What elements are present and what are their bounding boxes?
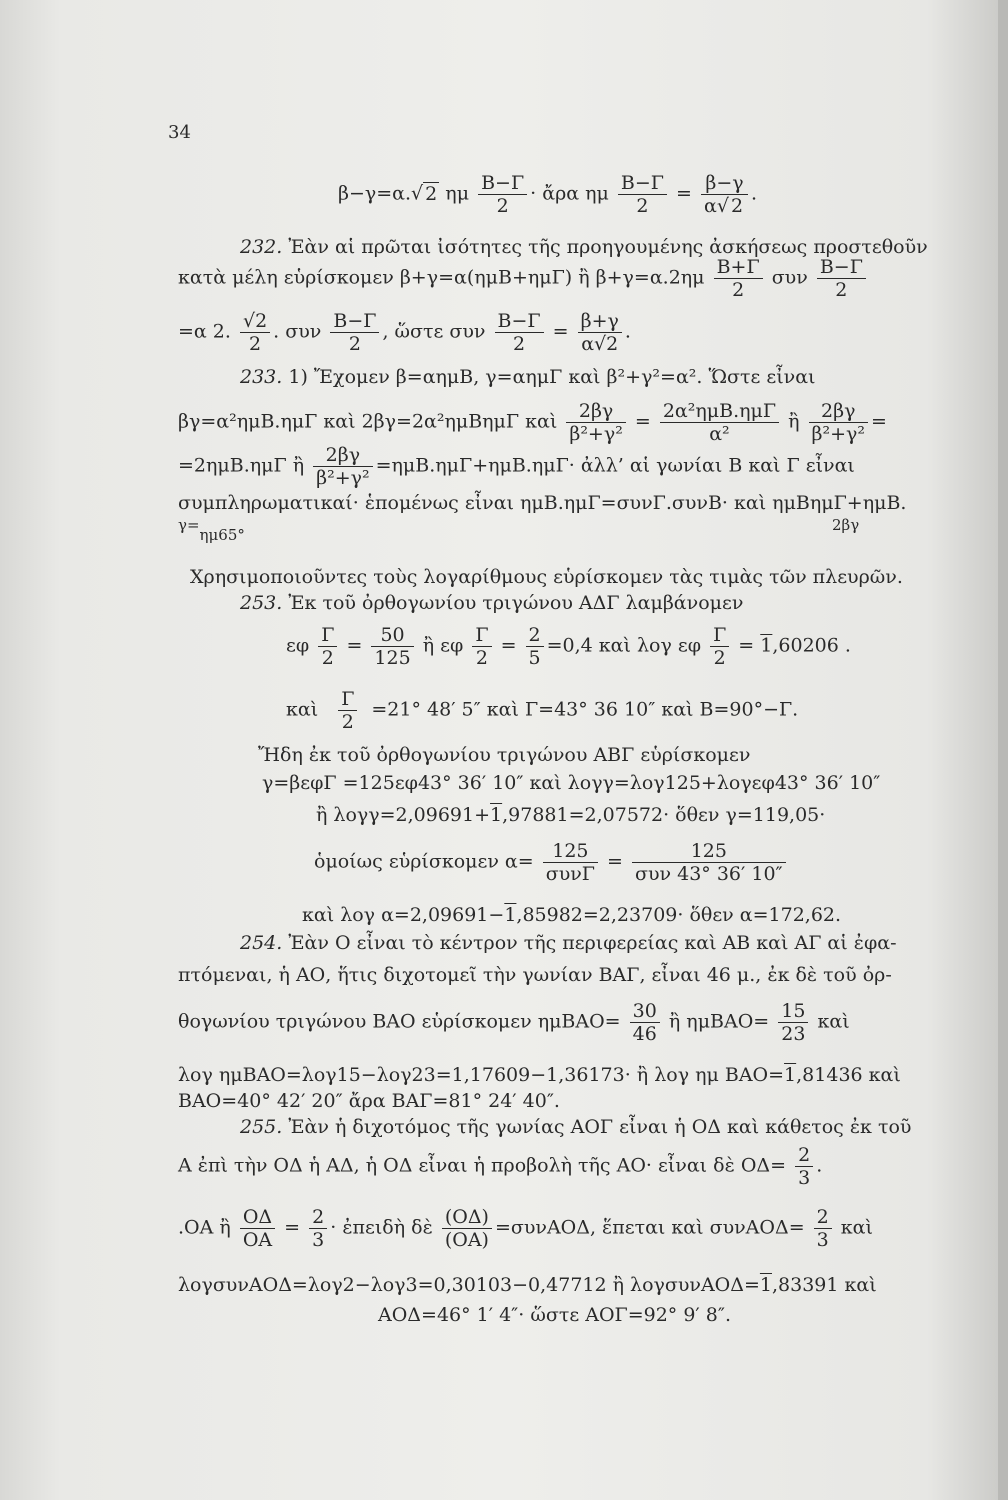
- equation-line: ἢ λογγ=2,09691+1,97881=2,07572· ὅθεν γ=119,05·: [316, 804, 826, 826]
- text: · ἄρα ημ: [530, 182, 609, 205]
- paragraph-232: [240, 236, 928, 258]
- equation-line: λογ ημΒΑΟ=λογ15−λογ23=1,17609−1,36173· ἢ λογ ημ ΒΑΟ=1,81436 καὶ: [178, 1064, 901, 1086]
- fraction: $\frac{15}{23}$: [778, 1000, 808, 1045]
- text: =2ημΒ.ημΓ ἢ: [178, 454, 311, 477]
- fraction: $\frac{2}{5}$: [526, 624, 544, 669]
- text: βγ=α²ημΒ.ημΓ καὶ 2βγ=2α²ημΒημΓ καὶ: [178, 410, 558, 433]
- fraction: $\frac{50}{125}$: [371, 624, 413, 669]
- text-line: γ=βεφΓ =125εφ43° 36′ 10″ καὶ λογγ=λογ125+λογεφ43° 36′ 10″: [262, 772, 881, 794]
- equation-line: Α ἐπὶ τὴν ΟΔ ἡ ΑΔ, ἡ ΟΔ εἶναι ἡ προβολὴ τῆς ΑΟ· εἶναι δὲ ΟΔ= $\frac{2}{3}$ .: [178, 1144, 823, 1189]
- equation-line: θογωνίου τριγώνου ΒΑΟ εὑρίσκομεν ημΒΑΟ= $\frac{30}{46}$ ἢ ημΒΑΟ= $\frac{15}{23}$ καὶ: [178, 1000, 850, 1045]
- text: 1) Ἔχομεν β=αημΒ, γ=αημΓ καὶ β²+γ²=α². Ὥστε εἶναι: [282, 366, 816, 388]
- fraction: $\frac{2\beta\gamma}{\text{β²+γ²}}$: [313, 444, 373, 489]
- text-line: Χρησιμοποιοῦντες τοὺς λογαρίθμους εὑρίσκομεν τὰς τιμὰς τῶν πλευρῶν.: [190, 566, 903, 588]
- fraction: $\frac{\beta-\gamma}{\alpha√ 2}$: [701, 172, 748, 217]
- text: Ἐκ τοῦ ὀρθογωνίου τριγώνου ΑΔΓ λαμβάνομεν: [282, 592, 744, 614]
- fraction: $\frac{\Gamma}{2}$: [710, 624, 729, 669]
- fraction: 125 συν 43° 36′ 10″: [632, 840, 786, 885]
- fraction: $\frac{2}{3}$: [795, 1144, 813, 1189]
- fraction: $\frac{B+\Gamma}{2}$: [714, 256, 763, 301]
- text: ἢ: [782, 410, 806, 433]
- equation-line: εφ $\frac{\Gamma}{2}$ = $\frac{50}{125}$ ἢ εφ $\frac{\Gamma}{2}$ = $\frac{2}{5}$ =0,4 καὶ λογ εφ $\frac{\Gamma}{2}$ = 1,60206 .: [286, 624, 851, 669]
- fraction: $\frac{2}{3}$: [309, 1206, 327, 1251]
- exercise-number: 254.: [240, 932, 283, 954]
- text: ημ: [439, 182, 470, 205]
- fraction: $\frac{B-\Gamma}{2}$: [817, 256, 866, 301]
- paragraph-253: [240, 592, 743, 614]
- page-number: 34: [168, 122, 191, 143]
- partial-line: γ=ημ65° 2βγ: [178, 516, 860, 544]
- fraction: $\frac{B-\Gamma}{2}$: [618, 172, 667, 217]
- text: συν: [765, 266, 814, 289]
- fraction: $\frac{2\beta\gamma}{\text{β²+γ²}}$: [809, 400, 869, 445]
- fraction: $\frac{B-\Gamma}{2}$: [330, 310, 379, 355]
- fraction: $\frac{√2}{2}$: [240, 310, 270, 355]
- fraction: 2α²ημΒ.ημΓ α²: [660, 400, 779, 445]
- fraction: $\frac{\Gamma}{2}$: [472, 624, 491, 669]
- exercise-number: 232.: [240, 236, 283, 258]
- text: κατὰ μέλη εὑρίσκομεν β+γ=α(ημΒ+ημΓ) ἢ β+γ=α.2ημ: [178, 266, 705, 289]
- text: =: [676, 182, 692, 205]
- fraction: $\frac{O\Delta}{OA}$: [240, 1206, 275, 1251]
- text-line: πτόμεναι, ἡ ΑΟ, ἥτις διχοτομεῖ τὴν γωνίαν ΒΑΓ, εἶναι 46 μ., ἐκ δὲ τοῦ ὀρ-: [178, 964, 892, 986]
- text: =α 2.: [178, 320, 231, 343]
- equation-line: [178, 256, 869, 301]
- text: β−γ=α.√: [338, 182, 424, 205]
- paragraph-255: [240, 1116, 911, 1138]
- fraction: $\frac{30}{46}$: [630, 1000, 660, 1045]
- fraction: $\frac{2\beta\gamma}{\text{β²+γ²}}$: [566, 400, 626, 445]
- text: =ημΒ.ημΓ+ημΒ.ημΓ· ἀλλ’ αἱ γωνίαι Β καὶ Γ εἶναι: [375, 454, 855, 477]
- exercise-number: 233.: [240, 366, 283, 388]
- text-line: συμπληρωματικαί· ἑπομένως εἶναι ημΒ.ημΓ=συνΓ.συνΒ· καὶ ημΒημΓ+ημΒ.: [178, 492, 907, 514]
- fraction: 125 συνΓ: [543, 840, 598, 885]
- text-line: Ἤδη ἐκ τοῦ ὀρθογωνίου τριγώνου ΑΒΓ εὑρίσκομεν: [258, 744, 751, 766]
- equation-line: καὶ λογ α=2,09691−1,85982=2,23709· ὅθεν α=172,62.: [302, 904, 842, 926]
- page-edge-shadow: [998, 0, 1008, 1500]
- fraction: $\frac{2}{3}$: [814, 1206, 832, 1251]
- equation-line: καὶ $\frac{\Gamma}{2}$ =21° 48′ 5″ καὶ Γ=43° 36 10″ καὶ Β=90°−Γ.: [286, 688, 799, 733]
- exercise-number: 255.: [240, 1116, 283, 1138]
- text: Ἐὰν αἱ πρῶται ἰσότητες τῆς προηγουμένης ἀσκήσεως προστεθοῦν: [282, 236, 928, 258]
- fraction: $\frac{(O\Delta)}{(OA)}$: [442, 1206, 492, 1251]
- fraction: $\frac{\beta+\gamma}{\alpha√2}$: [578, 310, 622, 355]
- exercise-number: 253.: [240, 592, 283, 614]
- fraction: $\frac{\Gamma}{2}$: [338, 688, 357, 733]
- text: , ὥστε συν: [382, 320, 486, 343]
- fraction: $\frac{\Gamma}{2}$: [318, 624, 337, 669]
- equation-line: λογσυνΑΟΔ=λογ2−λογ3=0,30103−0,47712 ἢ λογσυνΑΟΔ=1,83391 καὶ: [178, 1274, 877, 1296]
- text: . συν: [273, 320, 322, 343]
- text-line: ΑΟΔ=46° 1′ 4″· ὥστε ΑΟΓ=92° 9′ 8″.: [378, 1304, 732, 1326]
- text-line: ΒΑΟ=40° 42′ 20″ ἄρα ΒΑΓ=81° 24′ 40″.: [178, 1090, 560, 1112]
- sqrt-radicand: 2: [425, 182, 438, 205]
- fraction: $\frac{B-\Gamma}{2}$: [478, 172, 527, 217]
- equation-line: β−γ=α.√ 2 ημ $\frac{B-\Gamma}{2}$ · ἄρα ημ $\frac{B-\Gamma}{2}$ = $\frac{\beta-\gamma}{\alpha√ 2}$ .: [338, 172, 758, 217]
- text: Ἐὰν Ο εἶναι τὸ κέντρον τῆς περιφερείας καὶ ΑΒ καὶ ΑΓ αἱ ἐφα-: [282, 932, 897, 954]
- fraction: $\frac{B-\Gamma}{2}$: [495, 310, 544, 355]
- equation-line: βγ=α²ημΒ.ημΓ καὶ 2βγ=2α²ημΒημΓ καὶ $\frac{2\beta\gamma}{\text{β²+γ²}}$ = 2α²ημΒ.ημΓ α² ἢ $\frac{2\beta\gamma}{\text{β²+γ²}}$ =: [178, 400, 887, 445]
- equation-line: [178, 444, 855, 489]
- paragraph-254: [240, 932, 897, 954]
- equation-line: ὁμοίως εὑρίσκομεν α= 125 συνΓ = 125 συν 43° 36′ 10″: [314, 840, 789, 885]
- text: Ἐὰν ἡ διχοτόμος τῆς γωνίας ΑΟΓ εἶναι ἡ ΟΔ καὶ κάθετος ἐκ τοῦ: [282, 1116, 912, 1138]
- equation-line: .ΟΑ ἢ $\frac{O\Delta}{OA}$ = $\frac{2}{3}$ · ἐπειδὴ δὲ $\frac{(O\Delta)}{(OA)}$ =συνΑΟΔ, ἕπεται καὶ συνΑΟΔ= $\frac{2}{3}$ καὶ: [178, 1206, 873, 1251]
- equation-line: =α 2. $\frac{√2}{2}$ . συν $\frac{B-\Gamma}{2}$ , ὥστε συν $\frac{B-\Gamma}{2}$ = $\frac{\beta+\gamma}{\alpha√2}$ .: [178, 310, 631, 355]
- paragraph-233: [240, 366, 816, 388]
